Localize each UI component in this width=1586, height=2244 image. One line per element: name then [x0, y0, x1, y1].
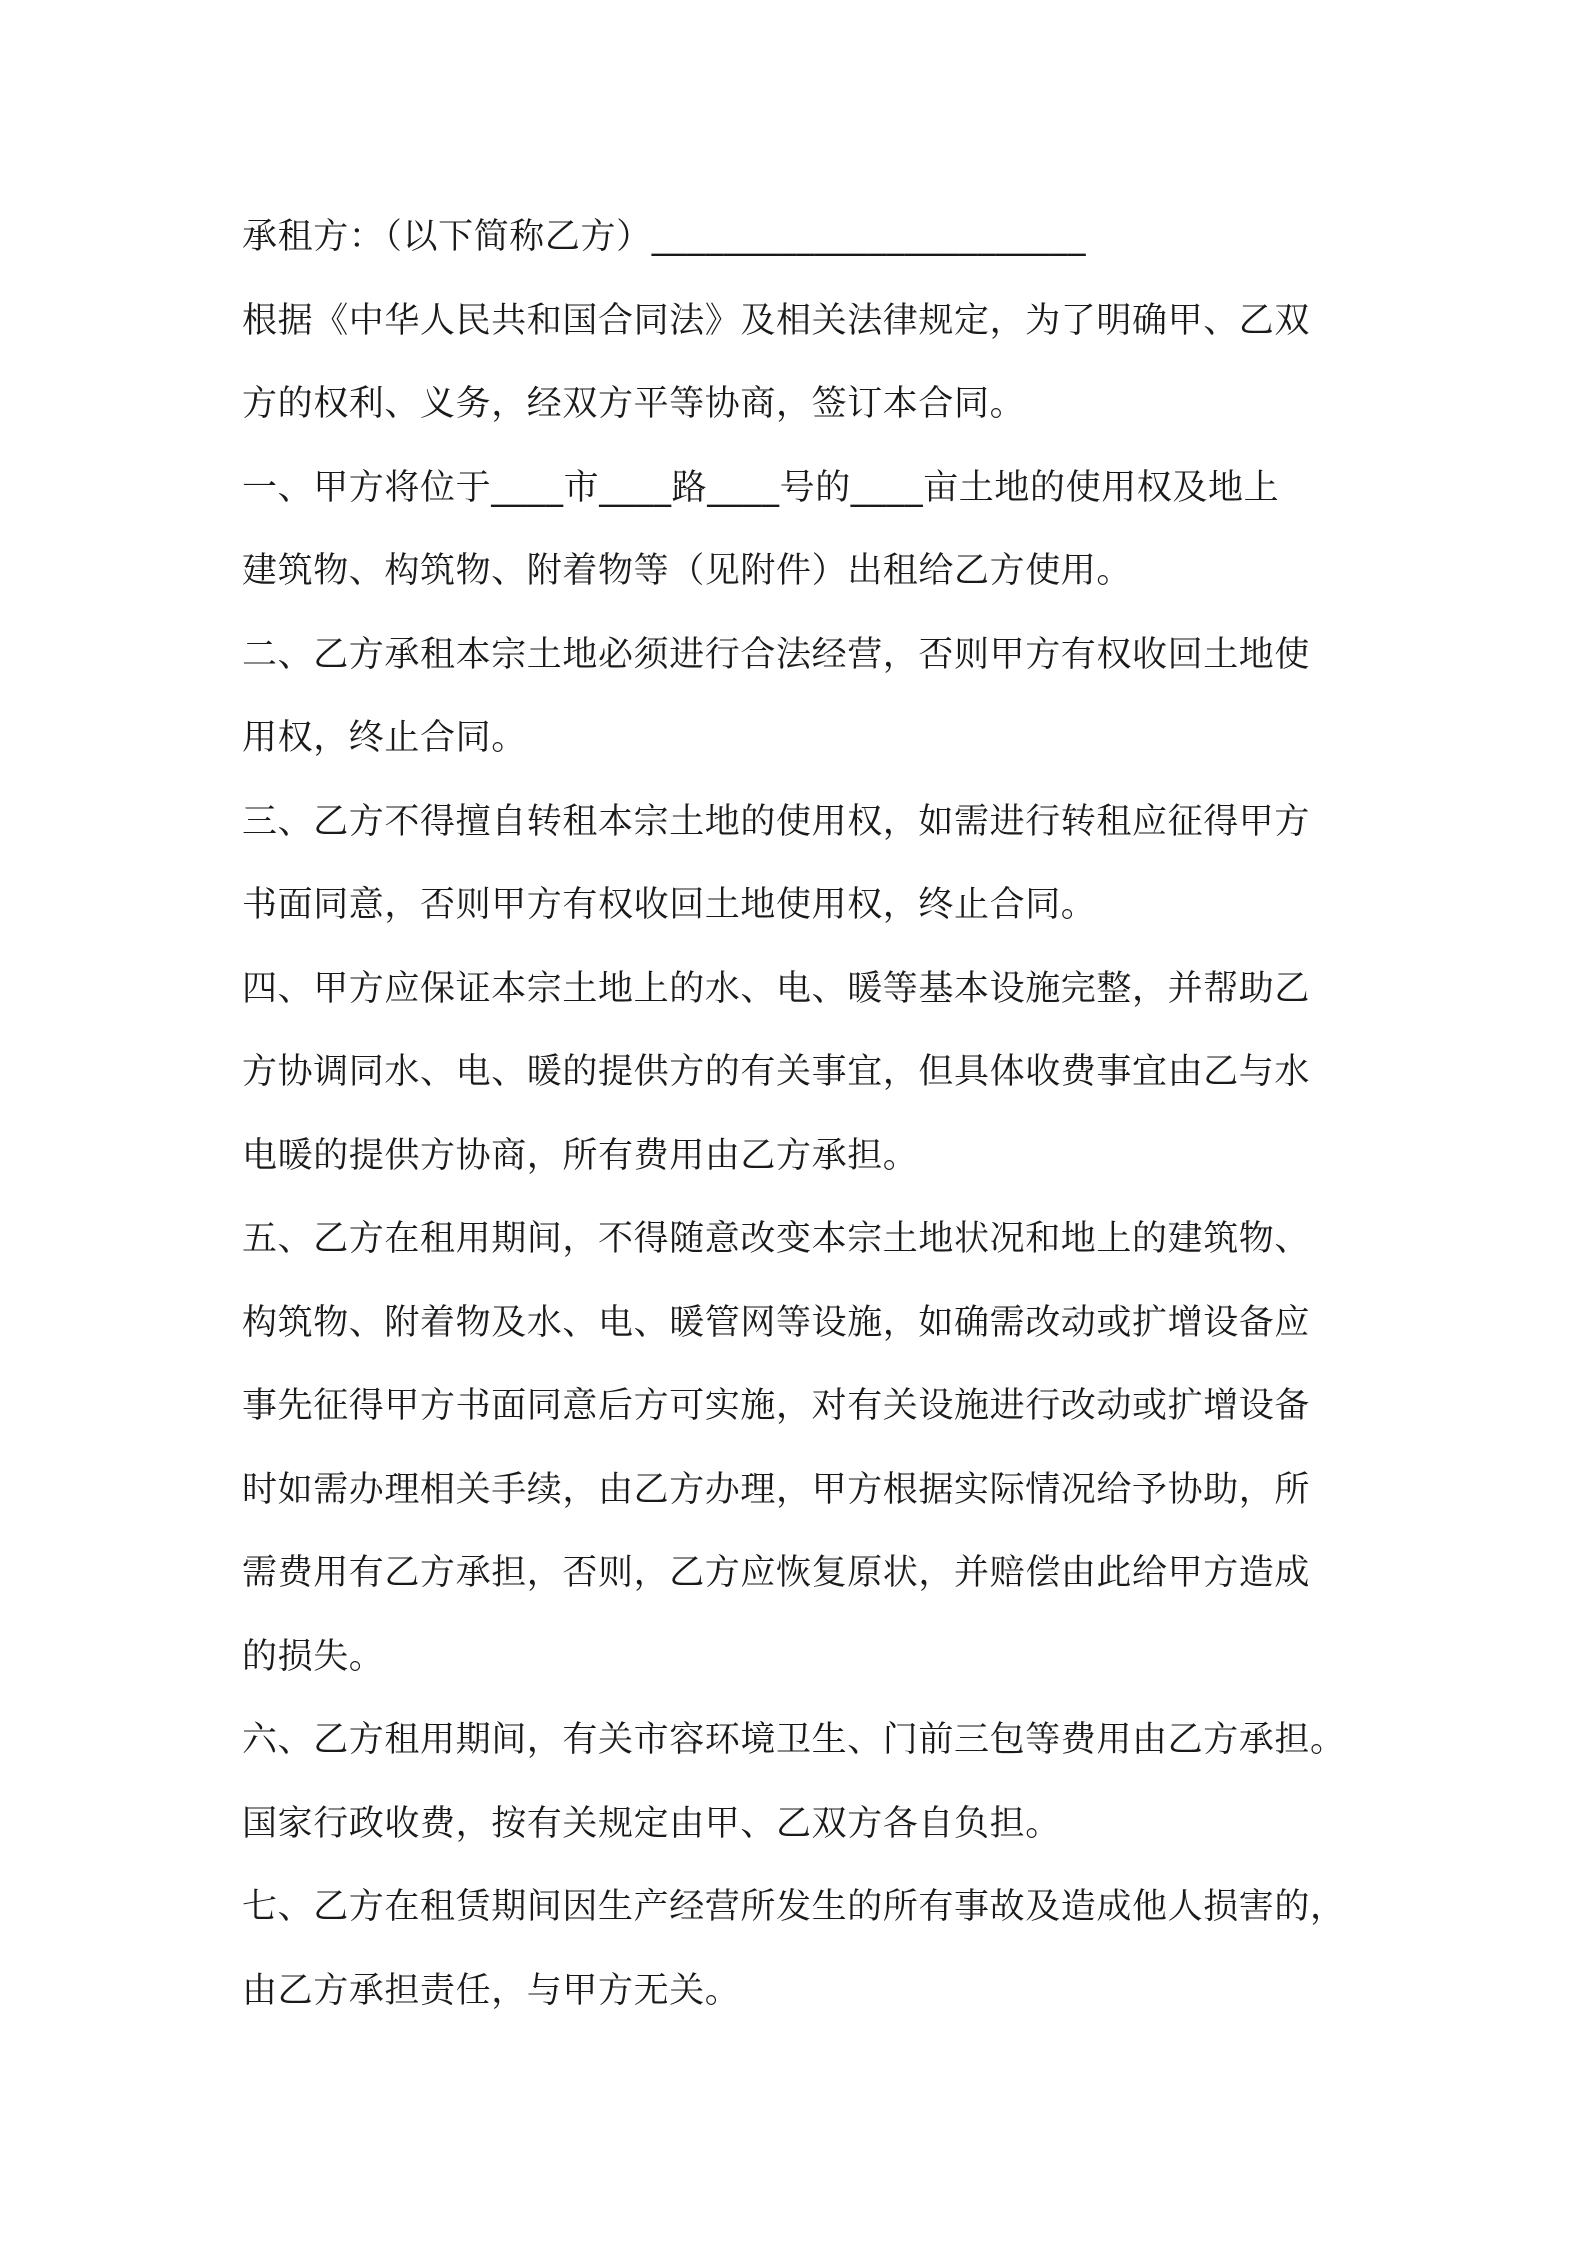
clause-5-line-1: 五、乙方在租用期间，不得随意改变本宗土地状况和地上的建筑物、: [242, 1219, 1311, 1259]
clause-4-line-1: 四、甲方应保证本宗土地上的水、电、暖等基本设施完整，并帮助乙: [242, 968, 1311, 1009]
lessee-line: 承租方：（以下简称乙方）________________________: [242, 217, 1087, 257]
clause-7-line-2: 由乙方承担责任，与甲方无关。: [242, 1970, 741, 2011]
clause-4-line-2: 方协调同水、电、暖的提供方的有关事宜，但具体收费事宜由乙与水: [242, 1052, 1311, 1092]
contract-body: [242, 196, 1362, 2033]
clause-3-line-2: 书面同意，否则甲方有权收回土地使用权，终止合同。: [242, 885, 1097, 925]
clause-5-line-6: 的损失。: [242, 1636, 385, 1677]
preamble-line-1: 根据《中华人民共和国合同法》及相关法律规定，为了明确甲、乙双: [242, 300, 1311, 341]
clause-6-line-2: 国家行政收费，按有关规定由甲、乙双方各自负担。: [242, 1803, 1061, 1844]
clause-2-line-1: 二、乙方承租本宗土地必须进行合法经营，否则甲方有权收回土地使: [242, 634, 1311, 675]
clause-5-line-2: 构筑物、附着物及水、电、暖管网等设施，如确需改动或扩增设备应: [242, 1302, 1311, 1343]
clause-6-line-1: 六、乙方租用期间，有关市容环境卫生、门前三包等费用由乙方承担。: [242, 1720, 1346, 1760]
preamble-line-2: 方的权利、义务，经双方平等协商，签订本合同。: [242, 384, 1026, 424]
clause-7-line-1: 七、乙方在租赁期间因生产经营所发生的所有事故及造成他人损害的，: [242, 1887, 1346, 1927]
clause-4-line-3: 电暖的提供方协商，所有费用由乙方承担。: [242, 1135, 919, 1176]
clause-1-line-1: 一、甲方将位于____市____路____号的____亩土地的使用权及地上: [242, 467, 1280, 508]
clause-5-line-4: 时如需办理相关手续，由乙方办理，甲方根据实际情况给予协助，所: [242, 1469, 1311, 1510]
clause-5-line-3: 事先征得甲方书面同意后方可实施，对有关设施进行改动或扩增设备: [242, 1386, 1311, 1426]
clause-1-line-2: 建筑物、构筑物、附着物等（见附件）出租给乙方使用。: [242, 551, 1133, 591]
clause-3-line-1: 三、乙方不得擅自转租本宗土地的使用权，如需进行转租应征得甲方: [242, 801, 1311, 842]
clause-5-line-5: 需费用有乙方承担，否则，乙方应恢复原状，并赔偿由此给甲方造成: [242, 1553, 1311, 1593]
clause-2-line-2: 用权，终止合同。: [242, 718, 527, 758]
